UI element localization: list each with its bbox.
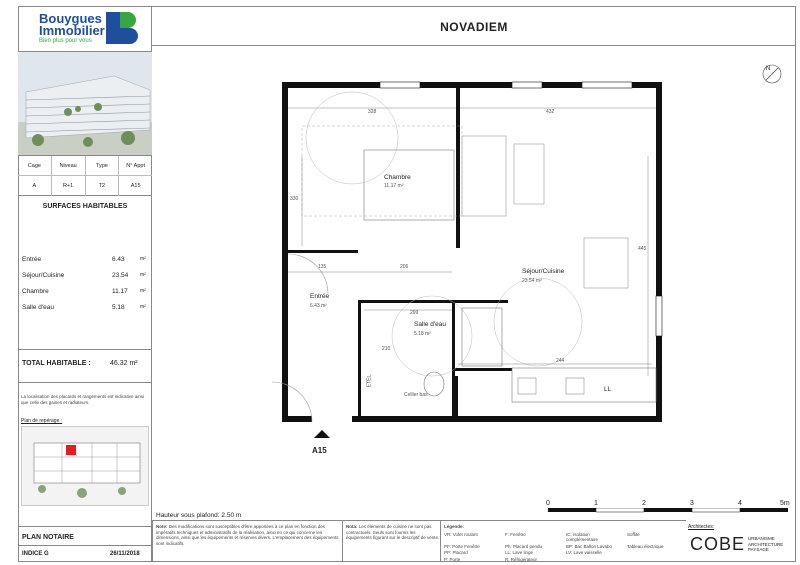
scale-label: 1 — [594, 500, 598, 507]
surface-row — [22, 288, 148, 298]
apartment-label: A15 — [312, 446, 327, 455]
site-location-map — [21, 426, 149, 506]
surface-value: 5.18 — [112, 304, 125, 311]
legend-label: Légende: — [444, 524, 465, 529]
brand-b-icon — [104, 10, 140, 46]
scale-label: 3 — [690, 500, 694, 507]
room-cellier-name: Cellier bas — [404, 392, 428, 398]
dim-label: 445 — [638, 246, 647, 252]
surface-unit: m² — [140, 304, 146, 310]
surface-value: 6.43 — [112, 256, 125, 263]
project-title: NOVADIEM — [440, 20, 508, 34]
total-habitable — [18, 349, 152, 383]
note-box — [152, 520, 342, 562]
lot-header-type: Type — [86, 156, 120, 175]
note-text: Des modifications sont susceptibles d'être apportées à ce plan en fonction des impératifs techniques et administratifs de la réalisation, ainsi en ce qui concerne les dimensions, ainsi que les équipements et réserves divers. L'emplacement des équipements sont indicatifs. — [156, 524, 339, 546]
scale-label: 4 — [738, 500, 742, 507]
room-entree-area: 6.43 m² — [310, 303, 327, 309]
building-render-image — [18, 52, 152, 156]
lot-value-cage: A — [18, 176, 52, 196]
north-label: N — [766, 66, 771, 72]
total-label: TOTAL HABITABLE : — [22, 360, 91, 367]
room-sejour-name: Séjour/Cuisine — [522, 268, 565, 275]
legend-item: P: Porte — [444, 556, 461, 562]
left-panel — [18, 6, 152, 562]
apartment-marker-icon — [314, 430, 330, 438]
lot-value-type: T2 — [86, 176, 120, 196]
surface-name: Séjour/Cuisine — [22, 272, 65, 279]
legend-item: Ph: Placard pendu — [505, 543, 543, 549]
legend-item: R: Réfrigérateur — [505, 556, 538, 562]
lot-value-niveau: R+1 — [52, 176, 86, 196]
surface-row — [22, 256, 148, 266]
total-value: 46.32 m² — [110, 360, 138, 367]
scale-label: 2 — [642, 500, 646, 507]
room-entree-name: Entrée — [310, 293, 330, 300]
dim-label: 299 — [410, 310, 419, 316]
dim-label: 244 — [556, 358, 565, 364]
floor-plan-drawing — [152, 46, 796, 494]
architect-desc: URBANISME ARCHITECTURE PAYSAGE — [748, 536, 784, 552]
plan-label: PLAN NOTAIRE — [22, 534, 74, 541]
brand-line1: Bouygues — [39, 11, 102, 26]
dim-label: 330 — [290, 196, 299, 202]
surface-unit: m² — [140, 256, 146, 262]
surface-name: Salle d'eau — [22, 304, 54, 311]
lot-header-appt: N° Appt — [126, 163, 145, 169]
surface-name: Entrée — [22, 256, 42, 263]
dim-label: 432 — [546, 109, 555, 115]
surface-name: Chambre — [22, 288, 49, 295]
lot-table — [18, 156, 152, 196]
index-label: INDICE G — [22, 551, 49, 557]
architect-box — [686, 522, 794, 560]
brand-tagline: Bien plus pour vous — [39, 38, 92, 44]
scale-label: 5m — [780, 500, 790, 507]
architect-label: Architectes: — [688, 524, 715, 530]
legend-item: LV: Lave vaisselle — [566, 550, 602, 555]
surface-unit: m² — [140, 272, 146, 278]
bouygues-logo — [18, 6, 152, 52]
scale-label: 0 — [546, 500, 550, 507]
header — [152, 6, 796, 46]
lot-header-cage: Cage — [18, 156, 52, 175]
dim-label: 135 — [318, 264, 327, 270]
lot-header-niveau: Niveau — [52, 156, 86, 175]
appliance-ll-label: LL — [604, 386, 612, 393]
legend-item: VR: Volet roulant — [444, 531, 478, 537]
surface-value: 23.54 — [112, 272, 129, 279]
dim-label: 328 — [368, 109, 377, 115]
ceiling-height: Hauteur sous plafond: 2.50 m — [156, 512, 242, 519]
room-chambre-area: 11.17 m² — [384, 183, 404, 189]
floor-plan — [152, 46, 796, 494]
legend-box — [440, 520, 686, 562]
legend-item: PP: Placard — [444, 550, 468, 555]
dim-label: 206 — [400, 264, 409, 270]
legend-item: LL: Lave linge — [505, 550, 534, 555]
room-sdb-name: Salle d'eau — [414, 321, 446, 328]
nota-label: Nota: — [346, 524, 358, 529]
nota-box — [342, 520, 440, 562]
legend-item: PF: Porte Fenêtre — [444, 543, 480, 549]
brand-line2: Immobilier — [39, 23, 105, 38]
plan-date: 26/11/2018 — [110, 551, 140, 557]
plan-reperage-label: Plan de repérage : — [21, 418, 63, 424]
room-etel-name: ETEL — [366, 374, 373, 388]
nota-text: Les éléments de cuisine ne sont pas contractuels. Seuls sont fournis les équipements figurant sur le descriptif de vente. — [346, 524, 440, 540]
scale-bar — [548, 502, 792, 514]
surfaces-title: SURFACES HABITABLES — [42, 203, 128, 210]
surface-row — [22, 272, 148, 282]
dim-label: 210 — [382, 346, 391, 352]
cobe-logo: COBE — [690, 534, 746, 554]
surface-unit: m² — [140, 288, 146, 294]
legend-item: F: Fenêtre — [505, 531, 526, 537]
plan-notaire-box — [18, 526, 152, 562]
legend-item: Tableau électrique — [627, 543, 664, 549]
legend-item: IC: Isolation complémentaire — [566, 531, 599, 542]
legend-item: BP: Bac Ballon Lavabo — [566, 543, 613, 549]
surface-value: 11.17 — [112, 288, 128, 295]
room-sejour-area: 23.54 m² — [522, 278, 542, 284]
room-chambre-name: Chambre — [384, 174, 411, 181]
lot-value-appt: A15 — [130, 183, 141, 189]
left-note: La localisation des placards et rangements est indicative ainsi que celle des gaines et radiateurs. — [21, 394, 145, 405]
legend-item: Soffite — [627, 531, 640, 537]
room-sdb-area: 5.18 m² — [414, 331, 431, 337]
surface-row — [22, 304, 148, 314]
note-label: Note: — [156, 524, 168, 529]
